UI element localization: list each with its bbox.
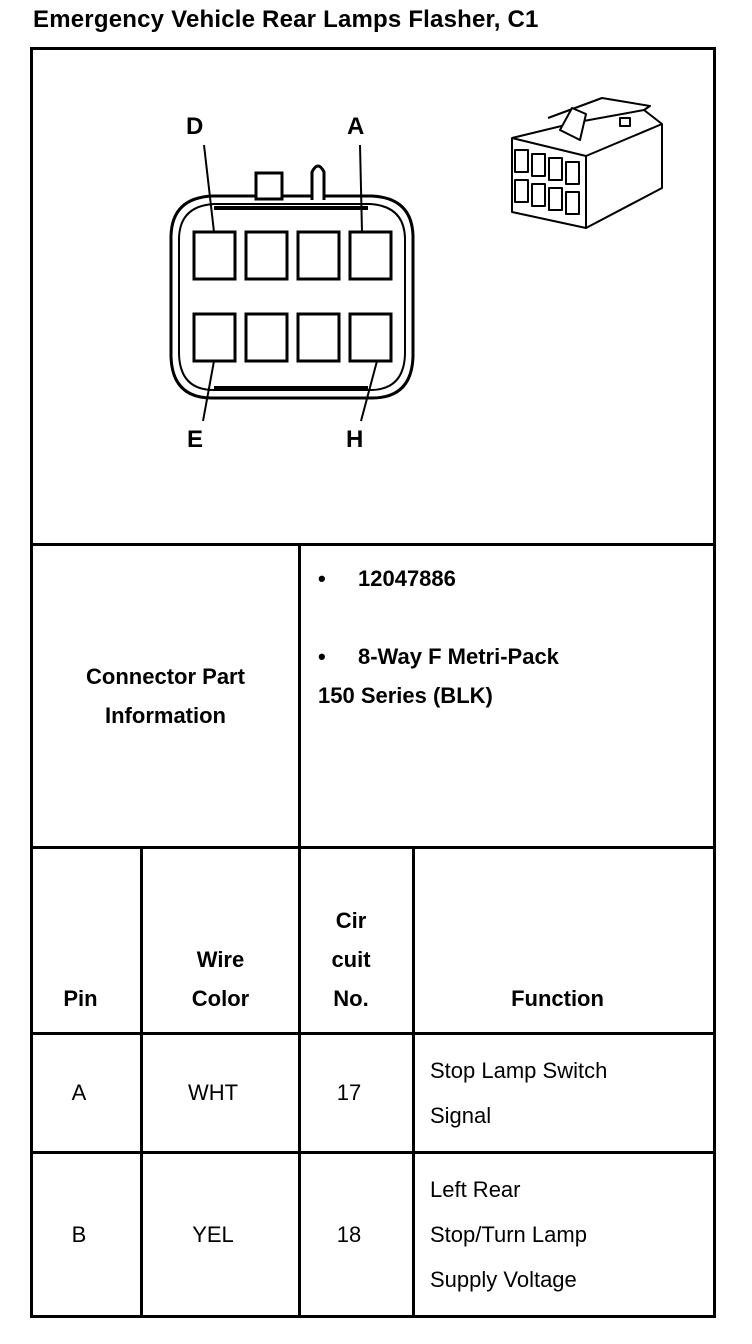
part-info-label-line1: Connector Part — [86, 664, 245, 689]
cavity-d — [194, 232, 235, 279]
connector-housing-outer — [171, 196, 413, 398]
divider-part-info-column — [298, 543, 301, 849]
header-circuit-line1: Cir — [335, 908, 367, 933]
divider-col-circuit — [412, 846, 415, 1318]
divider-row-a-bottom — [30, 1151, 716, 1154]
cell-pin: B — [71, 1222, 87, 1247]
part-number: 12047886 — [358, 566, 456, 591]
leader-line-e — [203, 361, 214, 421]
header-pin: Pin — [63, 986, 98, 1011]
header-wire-color-line1: Wire — [196, 947, 245, 972]
connector-latch — [256, 173, 282, 199]
cavity — [298, 314, 339, 361]
header-wire-color — [143, 940, 298, 1018]
pin-label-e: E — [187, 426, 204, 453]
cell-circuit: 18 — [336, 1222, 362, 1247]
header-function: Function — [511, 986, 604, 1011]
pin-label-a: A — [347, 113, 365, 140]
cavity — [246, 314, 287, 361]
divider-header-bottom — [30, 1032, 716, 1035]
part-bullet-2 — [318, 644, 559, 670]
cavity — [298, 232, 339, 279]
cell-wire-color: YEL — [192, 1222, 234, 1247]
header-circuit-line3: No. — [333, 986, 369, 1011]
cavity — [246, 232, 287, 279]
function-line: Signal — [430, 1103, 492, 1128]
cell-pin: A — [71, 1080, 87, 1105]
header-wire-color-line2: Color — [191, 986, 250, 1011]
connector-type: 8-Way F Metri-Pack — [358, 644, 559, 669]
connector-key — [312, 166, 324, 200]
header-circuit — [301, 901, 401, 1018]
part-bullet-2-continuation: 150 Series (BLK) — [318, 683, 493, 708]
bullet-symbol: • — [318, 566, 326, 591]
cavity-a — [350, 232, 391, 279]
cell-wire-color: WHT — [187, 1080, 239, 1105]
page-title: Emergency Vehicle Rear Lamps Flasher, C1 — [33, 6, 539, 33]
leader-line-a — [360, 145, 362, 232]
function-line: Supply Voltage — [430, 1267, 577, 1292]
connector-diagram — [0, 0, 752, 545]
part-info-label — [33, 657, 298, 735]
bullet-symbol: • — [318, 644, 326, 669]
function-line: Stop Lamp Switch — [430, 1058, 608, 1083]
part-info-label-line2: Information — [105, 703, 226, 728]
header-circuit-line2: cuit — [331, 947, 371, 972]
function-line: Stop/Turn Lamp — [430, 1222, 587, 1247]
connector-3d-illustration — [512, 98, 662, 228]
pin-label-d: D — [186, 113, 204, 140]
pin-label-h: H — [346, 426, 364, 453]
cavity-e — [194, 314, 235, 361]
cell-function — [430, 1048, 607, 1138]
cavity-h — [350, 314, 391, 361]
function-line: Left Rear — [430, 1177, 521, 1202]
divider-part-info-bottom — [30, 846, 716, 849]
leader-line-d — [204, 145, 214, 232]
part-bullet-1 — [318, 566, 456, 592]
cell-circuit: 17 — [336, 1080, 362, 1105]
cell-function — [430, 1167, 587, 1302]
